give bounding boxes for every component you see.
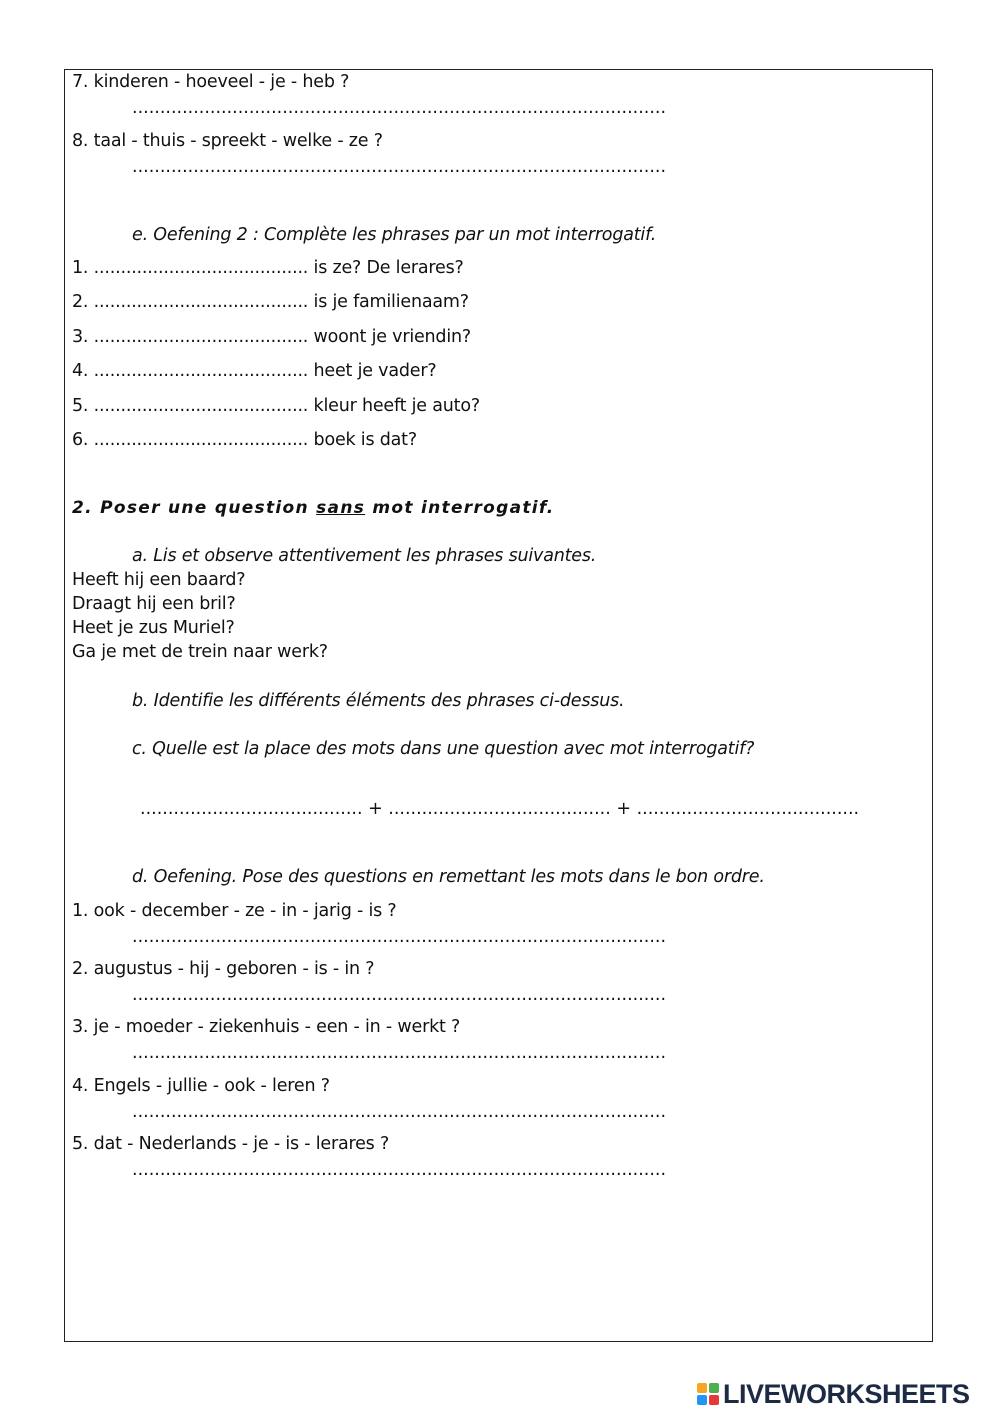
logo-square-4	[709, 1395, 719, 1405]
part-c-title: c. Quelle est la place des mots dans une question avec mot interrogatif?	[132, 739, 755, 759]
heading-underlined-word: sans	[316, 498, 366, 518]
part-d-title: d. Oefening. Pose des questions en remettant les mots dans le bon ordre.	[132, 867, 765, 887]
blank-sentence-2[interactable]: 2. ........................................ is je familienaam?	[72, 292, 469, 312]
example-sentence-4: Ga je met de trein naar werk?	[72, 642, 328, 662]
section2-heading	[72, 497, 554, 519]
part-b-title: b. Identifie les différents éléments des phrases ci-dessus.	[132, 691, 625, 711]
blank-sentence-5[interactable]: 5. ........................................ kleur heeft je auto?	[72, 396, 480, 416]
reorder-question-5: 5. dat - Nederlands - je - is - lerares ?	[72, 1134, 390, 1154]
reorder-question-1: 1. ook - december - ze - in - jarig - is ?	[72, 901, 397, 921]
heading-part-2: mot interrogatif.	[365, 498, 555, 518]
reorder-answer-2[interactable]: ................................................................................................	[132, 985, 667, 1005]
logo-text: LIVEWORKSHEETS	[723, 1379, 970, 1409]
blank-sentence-4[interactable]: 4. ........................................ heet je vader?	[72, 361, 437, 381]
question-8: 8. taal - thuis - spreekt - welke - ze ?	[72, 131, 383, 151]
exercise2-title: e. Oefening 2 : Complète les phrases par un mot interrogatif.	[132, 225, 657, 245]
reorder-question-4: 4. Engels - jullie - ook - leren ?	[72, 1076, 330, 1096]
reorder-question-3: 3. je - moeder - ziekenhuis - een - in - werkt ?	[72, 1017, 461, 1037]
reorder-answer-5[interactable]: ................................................................................................	[132, 1160, 667, 1180]
reorder-answer-1[interactable]: ................................................................................................	[132, 927, 667, 947]
reorder-answer-3[interactable]: ................................................................................................	[132, 1043, 667, 1063]
answer-line-7[interactable]: ................................................................................................	[132, 98, 667, 118]
logo-square-1	[697, 1383, 707, 1393]
answer-line-8[interactable]: ................................................................................................	[132, 157, 667, 177]
heading-part-1: 2. Poser une question	[72, 498, 317, 518]
blank-sentence-6[interactable]: 6. ........................................ boek is dat?	[72, 430, 417, 450]
logo-square-2	[709, 1383, 719, 1393]
part-a-title: a. Lis et observe attentivement les phrases suivantes.	[132, 546, 597, 566]
liveworksheets-logo[interactable]	[697, 1381, 970, 1407]
logo-square-3	[697, 1395, 707, 1405]
blank-sentence-3[interactable]: 3. ........................................ woont je vriendin?	[72, 327, 471, 347]
question-7: 7. kinderen - hoeveel - je - heb ?	[72, 72, 350, 92]
reorder-answer-4[interactable]: ................................................................................................	[132, 1102, 667, 1122]
word-order-formula[interactable]: ........................................ + ........................................ + ........................................	[140, 799, 860, 819]
logo-squares-icon	[697, 1383, 719, 1405]
blank-sentence-1[interactable]: 1. ........................................ is ze? De lerares?	[72, 258, 464, 278]
reorder-question-2: 2. augustus - hij - geboren - is - in ?	[72, 959, 375, 979]
example-sentence-1: Heeft hij een baard?	[72, 570, 246, 590]
example-sentence-3: Heet je zus Muriel?	[72, 618, 235, 638]
example-sentence-2: Draagt hij een bril?	[72, 594, 236, 614]
